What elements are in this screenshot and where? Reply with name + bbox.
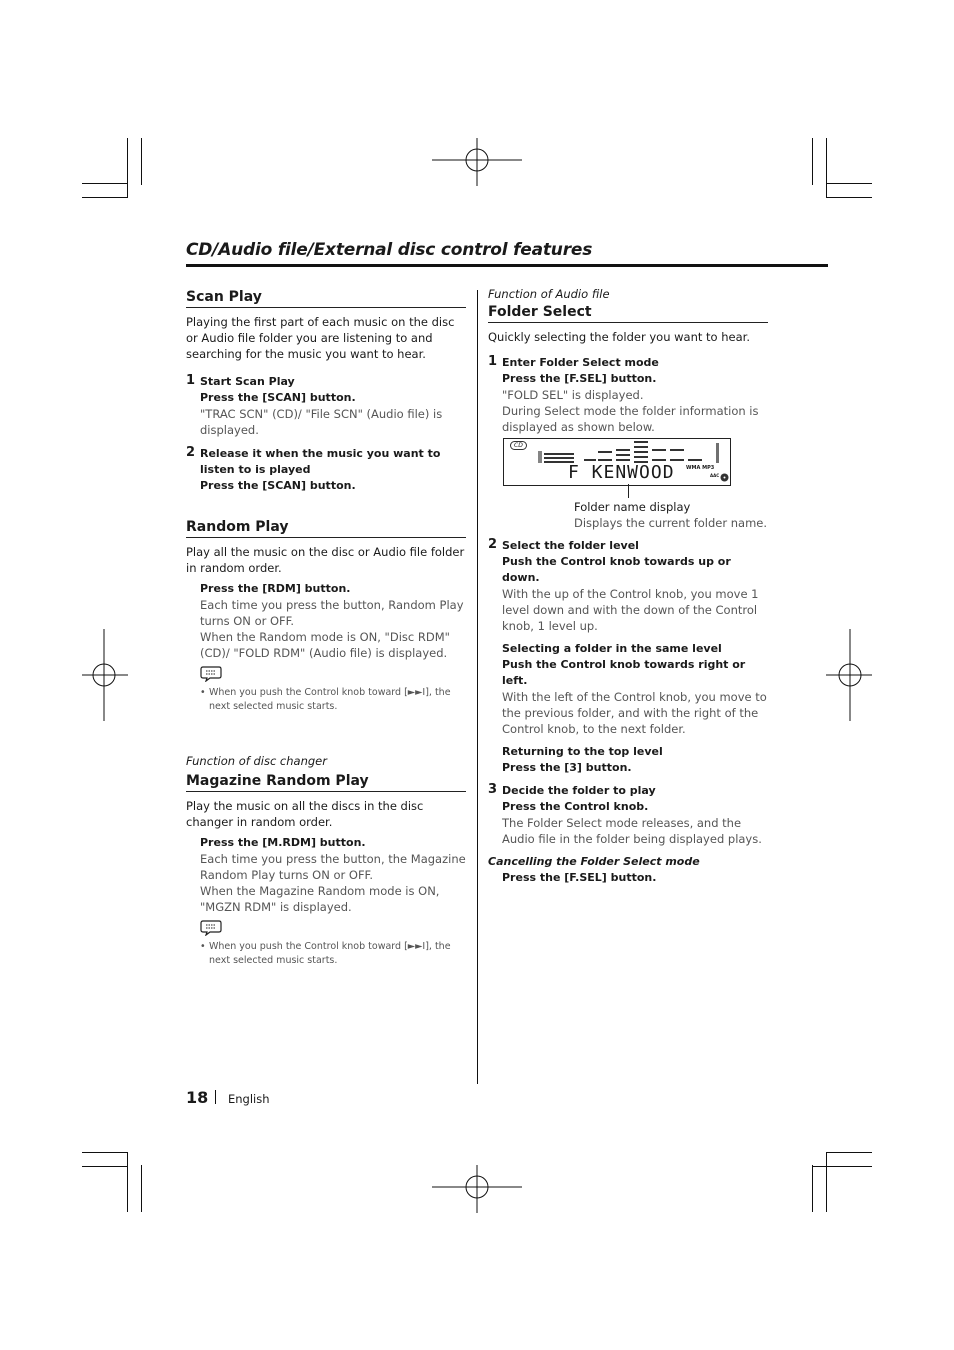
magazine-random-section	[186, 754, 466, 968]
substep	[488, 744, 768, 776]
section-heading: Folder Select	[488, 303, 768, 323]
callout-title: Folder name display	[574, 500, 691, 514]
crop-mark	[812, 1166, 872, 1167]
crop-mark	[826, 183, 872, 184]
lcd-display-illustration	[503, 438, 731, 486]
step-detail: With the up of the Control knob, you move 1 level down and with the down of the Control knob, 1 level up.	[502, 587, 759, 633]
section-heading: Scan Play	[186, 288, 466, 308]
step-detail: The Folder Select mode releases, and the Audio file in the folder being displayed plays.	[502, 816, 762, 846]
crop-mark	[826, 1152, 872, 1153]
crop-mark	[826, 1152, 827, 1212]
crop-mark	[82, 1152, 128, 1153]
substep-action: Press the [3] button.	[502, 761, 632, 774]
crop-mark	[82, 183, 128, 184]
note-icon	[200, 664, 222, 682]
section-intro: Play the music on all the discs in the disc changer in random order.	[186, 799, 424, 829]
step	[488, 783, 768, 847]
section-heading: Magazine Random Play	[186, 772, 466, 792]
substep-title: Returning to the top level	[502, 745, 663, 758]
section-intro: Play all the music on the disc or Audio file folder in random order.	[186, 545, 465, 575]
title-rule	[186, 264, 828, 267]
step-action: Press the Control knob.	[502, 800, 649, 813]
step-title: Start Scan Play	[200, 375, 295, 388]
cancel-title: Cancelling the Folder Select mode	[488, 855, 700, 868]
note-text: • When you push the Control knob toward [►►I], the next selected music starts.	[200, 686, 466, 714]
step-action: Push the Control knob towards up or down.	[502, 555, 731, 584]
step	[186, 374, 466, 438]
step-number: 2	[488, 537, 498, 552]
step-number: 3	[488, 782, 498, 797]
action-text: Press the [RDM] button.	[200, 582, 351, 595]
section-heading: Random Play	[186, 518, 466, 538]
step	[488, 538, 768, 634]
wma-mp3-indicator: WMA MP3	[686, 465, 715, 471]
step-detail: "FOLD SEL" is displayed.	[502, 388, 644, 402]
detail-text: When the Magazine Random mode is ON, "MGZN RDM" is displayed.	[200, 884, 440, 914]
cancel-action: Press the [F.SEL] button.	[502, 871, 657, 884]
crop-mark	[812, 138, 813, 185]
step	[186, 446, 466, 494]
step-action: Press the [SCAN] button.	[200, 479, 356, 492]
registration-mark	[432, 138, 522, 186]
scan-play-section	[186, 288, 466, 494]
step-detail: "TRAC SCN" (CD)/ "File SCN" (Audio file) is displayed.	[200, 407, 443, 437]
folder-name-callout	[574, 499, 774, 531]
section-intro: Playing the first part of each music on the disc or Audio file folder you are listening to and searching for the music you want to hear.	[186, 315, 455, 361]
random-play-section	[186, 518, 466, 714]
section-intro: Quickly selecting the folder you want to hear.	[488, 330, 750, 344]
folder-select-section	[488, 287, 768, 435]
cd-badge: CD	[510, 441, 527, 450]
note-icon	[200, 918, 222, 936]
crop-mark	[82, 1166, 128, 1167]
crop-mark	[812, 1165, 813, 1212]
folder-select-steps	[488, 538, 768, 886]
action-text: Press the [M.RDM] button.	[200, 836, 366, 849]
step-action: Press the [SCAN] button.	[200, 391, 356, 404]
crop-mark	[141, 1165, 142, 1212]
note-text: • When you push the Control knob toward [►►I], the next selected music starts.	[200, 940, 466, 968]
step-title: Select the folder level	[502, 539, 639, 552]
crop-mark	[82, 197, 128, 198]
registration-mark	[432, 1165, 522, 1213]
step-number: 1	[186, 373, 196, 388]
substep	[488, 641, 768, 737]
step-title: Release it when the music you want to listen to is played	[200, 447, 441, 476]
callout-pointer	[628, 484, 629, 498]
step-action: Press the [F.SEL] button.	[502, 372, 657, 385]
crop-mark	[127, 1152, 128, 1212]
step-number: 2	[186, 445, 196, 460]
detail-text: Each time you press the button, the Magazine Random Play turns ON or OFF.	[200, 852, 466, 882]
substep-title: Selecting a folder in the same level	[502, 642, 722, 655]
substep-action: Push the Control knob towards right or left.	[502, 658, 746, 687]
crop-mark	[127, 138, 128, 198]
step-title: Decide the folder to play	[502, 784, 656, 797]
section-label: Function of Audio file	[488, 287, 610, 301]
substep-detail: With the left of the Control knob, you move to the previous folder, and with the right of the Control knob, to the next folder.	[502, 690, 767, 736]
crop-mark	[141, 138, 142, 185]
section-label: Function of disc changer	[186, 754, 327, 768]
lcd-text: F KENWOOD	[568, 462, 675, 483]
detail-text: When the Random mode is ON, "Disc RDM" (CD)/ "FOLD RDM" (Audio file) is displayed.	[200, 630, 450, 660]
registration-mark	[826, 629, 872, 721]
detail-text: Each time you press the button, Random Play turns ON or OFF.	[200, 598, 464, 628]
step-number: 1	[488, 354, 498, 369]
footer-divider	[215, 1090, 216, 1104]
disc-icon	[720, 473, 729, 482]
registration-mark	[82, 629, 128, 721]
step	[488, 355, 768, 435]
column-divider	[477, 290, 478, 1084]
crop-mark	[826, 197, 872, 198]
aac-indicator: AAC	[710, 473, 720, 478]
crop-mark	[826, 138, 827, 198]
step-detail: During Select mode the folder information is displayed as shown below.	[502, 404, 759, 434]
callout-desc: Displays the current folder name.	[574, 516, 768, 530]
page-title: CD/Audio file/External disc control features	[186, 240, 593, 260]
page-number: 18	[186, 1088, 209, 1107]
step-title: Enter Folder Select mode	[502, 356, 659, 369]
footer-language: English	[228, 1092, 270, 1106]
